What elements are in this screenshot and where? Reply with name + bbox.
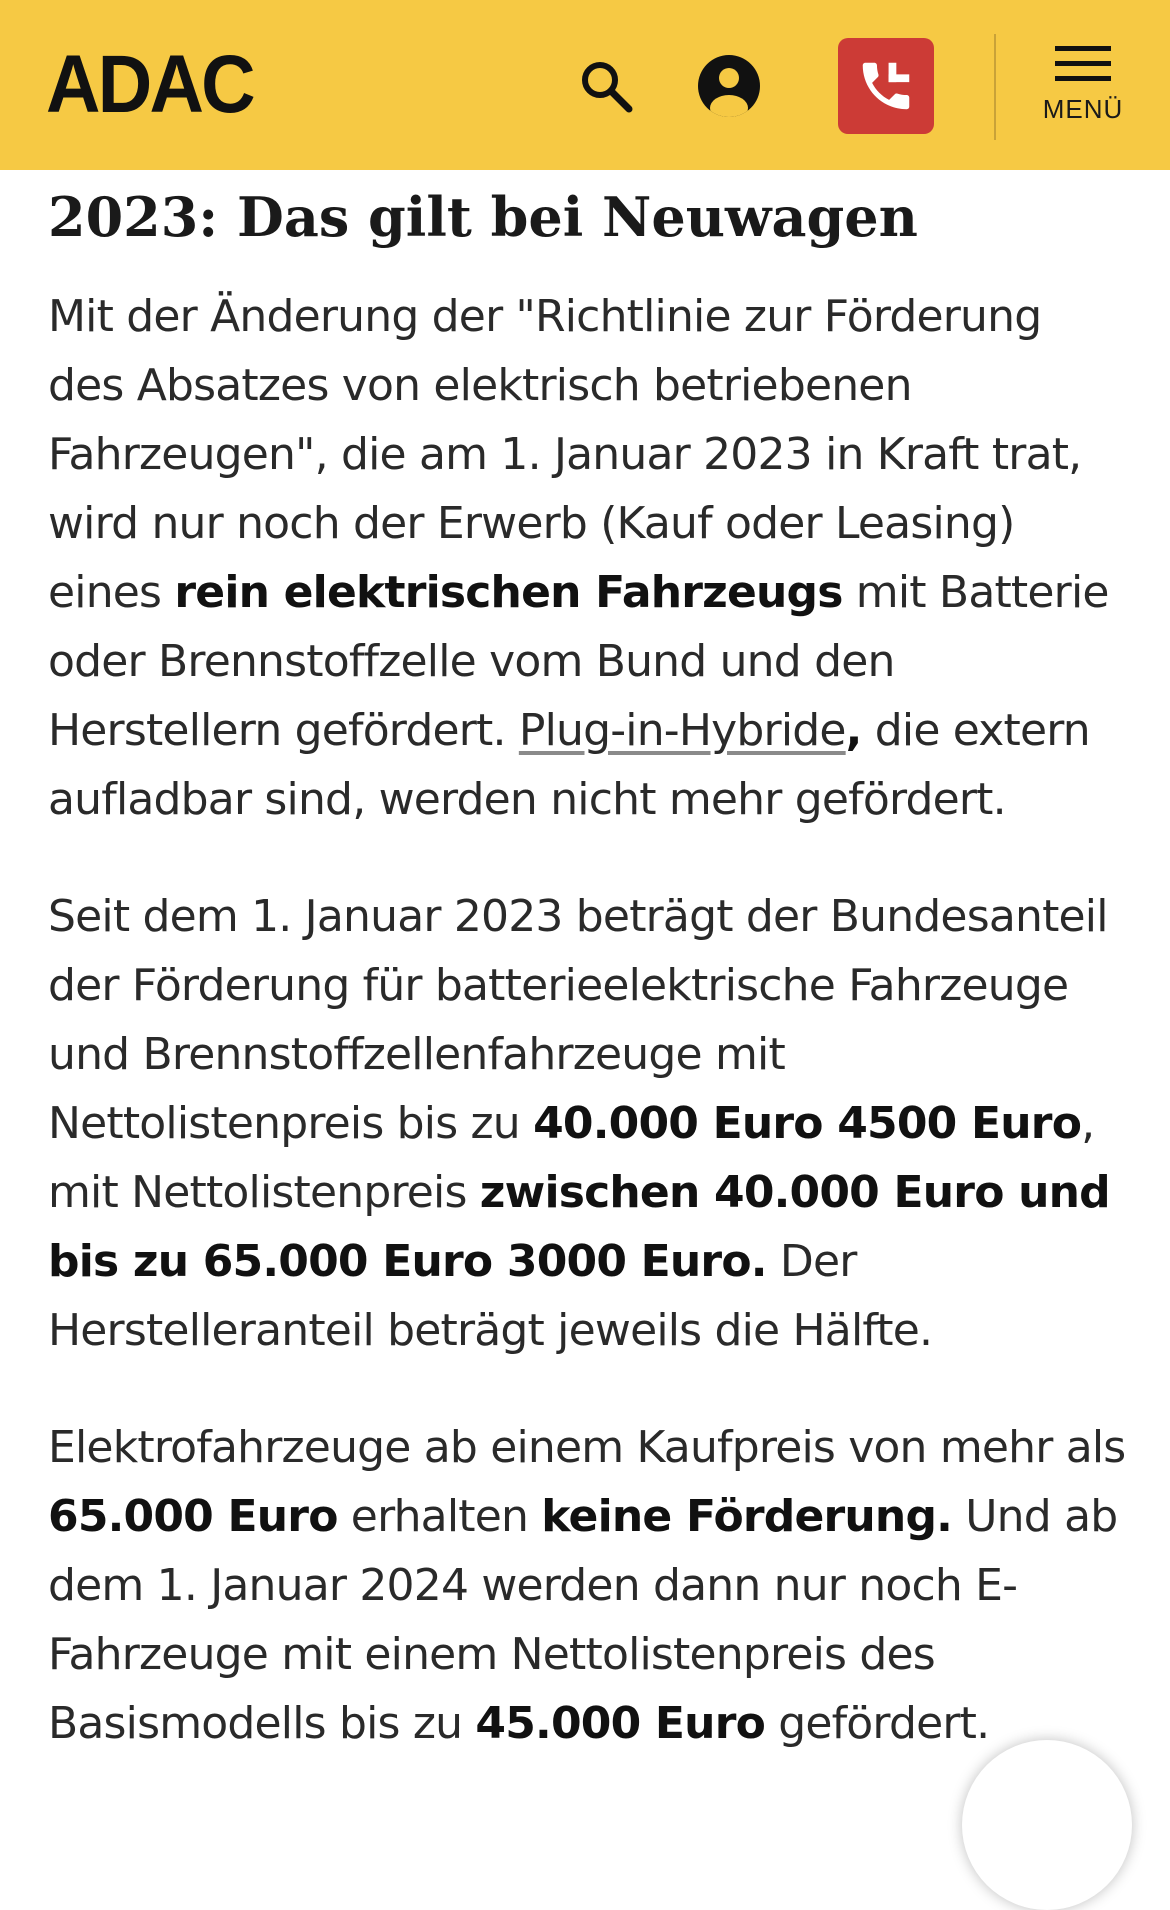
article-content [48, 170, 1128, 1758]
paragraph-3-text-3: Und ab dem 1. Januar 2024 werden dann nur noch E-Fahrzeuge mit einem Nettolistenpreis des Basismodells bis zu [48, 1491, 1118, 1750]
paragraph-3-text-4: gefördert. [765, 1698, 990, 1750]
paragraph-2-text-1: Seit dem 1. Januar 2023 beträgt der Bundesanteil der Förderung für batterieelektrische Fahrzeuge und Brennstoffzellenfahrzeuge mit Nettolistenpreis bis zu [48, 891, 1108, 1150]
paragraph-3-bold-2: keine Förderung. [541, 1491, 953, 1543]
paragraph-3-text-1: Elektrofahrzeuge ab einem Kaufpreis von mehr als [48, 1422, 1126, 1474]
phone-icon [855, 55, 917, 117]
hamburger-icon [1055, 44, 1111, 84]
paragraph-1 [48, 282, 1128, 834]
account-button[interactable] [693, 50, 765, 122]
account-icon [697, 54, 761, 118]
search-button[interactable] [572, 52, 640, 120]
paragraph-3-text-2: erhalten [337, 1491, 542, 1543]
paragraph-2-bold-2: zwischen 40.000 Euro und bis zu 65.000 Euro 3000 Euro. [48, 1167, 1110, 1288]
call-button[interactable] [838, 38, 934, 134]
paragraph-2 [48, 882, 1128, 1365]
floating-action-button[interactable] [962, 1740, 1132, 1910]
header-divider [994, 34, 996, 140]
paragraph-2-bold-1: 40.000 Euro 4500 Euro [533, 1098, 1082, 1150]
paragraph-3 [48, 1413, 1128, 1758]
site-header [0, 0, 1170, 170]
section-heading: 2023: Das gilt bei Neuwagen [48, 185, 918, 249]
paragraph-3-bold-3: 45.000 Euro [475, 1698, 766, 1750]
adac-logo[interactable]: ADAC [46, 39, 253, 130]
menu-button[interactable] [1038, 44, 1128, 140]
paragraph-2-text-2: , mit Nettolistenpreis [48, 1098, 1095, 1219]
paragraph-2-text-3: Der Herstelleranteil beträgt jeweils die Hälfte. [48, 1236, 933, 1357]
menu-label: MENÜ [1042, 94, 1124, 124]
paragraph-1-text-3: die extern aufladbar sind, werden nicht mehr gefördert. [48, 705, 1090, 826]
paragraph-3-bold-1: 65.000 Euro [48, 1491, 338, 1543]
paragraph-1-text-1: Mit der Änderung der "Richtlinie zur Förderung des Absatzes von elektrisch betriebenen Fahrzeugen", die am 1. Januar 2023 in Kraft trat, wird nur noch der Erwerb (Kauf oder Leasing) eines [48, 291, 1082, 619]
paragraph-1-bold-1: rein elektrischen Fahrzeugs [174, 567, 843, 619]
paragraph-1-bold-2: , [845, 705, 862, 757]
paragraph-1-text-2: mit Batterie oder Brennstoffzelle vom Bund und den Herstellern gefördert. [48, 567, 1109, 757]
search-icon [578, 58, 634, 114]
plug-in-hybride-link[interactable]: Plug-in-Hybride [518, 705, 846, 757]
